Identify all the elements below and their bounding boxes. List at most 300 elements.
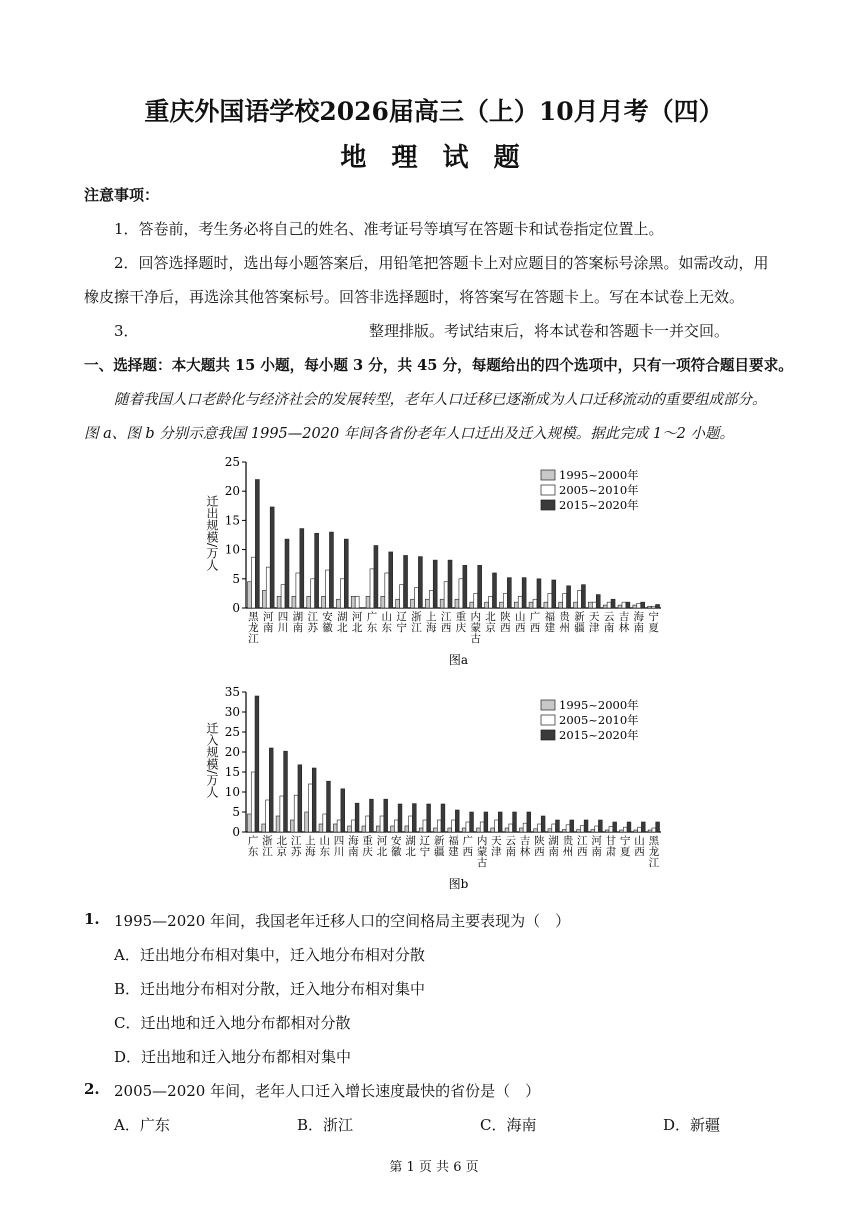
x-tick-char: 山 bbox=[319, 835, 330, 847]
question-1-option-d: D．迁出地和迁入地分布都相对集中 bbox=[114, 1048, 352, 1066]
bar bbox=[455, 810, 459, 832]
section-heading: 一、选择题：本大题共 15 小题，每小题 3 分，共 45 分，每题给出的四个选项中，只有一项符合题目要求。 bbox=[84, 357, 793, 374]
intro-line-2: 图 a、图 b 分别示意我国 1995—2020 年间各省份老年人口迁出及迁入规模。据此完成 1～2 小题。 bbox=[84, 426, 734, 442]
x-tick-label-group bbox=[559, 610, 571, 634]
x-tick-label-group bbox=[305, 834, 316, 858]
legend-label: 1995~2000年 bbox=[559, 698, 639, 712]
bar bbox=[578, 590, 582, 608]
x-tick-char: 四 bbox=[277, 611, 289, 623]
question-2-option-c: C．海南 bbox=[480, 1116, 537, 1134]
x-tick-char: 京 bbox=[276, 846, 288, 858]
notice-item-3-text: 整理排版。考试结束后，将本试卷和答题卡一并交回。 bbox=[369, 322, 730, 340]
exam-title: 重庆外国语学校2026届高三（上）10月月考（四） bbox=[144, 97, 724, 126]
x-tick-label-group bbox=[248, 611, 259, 645]
x-tick-char: 江 bbox=[307, 611, 318, 623]
y-tick-label: 15 bbox=[224, 765, 240, 779]
y-axis-title: 迁入规模/万人 bbox=[205, 722, 219, 799]
x-tick-char: 北 bbox=[276, 835, 288, 847]
x-tick-label-group bbox=[248, 834, 259, 858]
x-tick-label-group bbox=[477, 834, 488, 869]
x-tick-char: 海 bbox=[305, 846, 316, 858]
bar bbox=[405, 826, 409, 832]
bar bbox=[638, 827, 642, 832]
y-tick-label: 15 bbox=[224, 513, 240, 528]
x-tick-char: 内 bbox=[470, 611, 481, 623]
x-tick-label-group bbox=[391, 834, 402, 858]
legend-label: 2015~2020年 bbox=[559, 498, 639, 512]
x-tick-label-group bbox=[520, 834, 531, 858]
x-tick-char: 新 bbox=[433, 835, 445, 847]
bar bbox=[548, 829, 552, 832]
bar bbox=[637, 603, 641, 608]
x-tick-char: 山 bbox=[634, 835, 645, 847]
x-tick-char: 宁 bbox=[419, 846, 431, 858]
x-tick-label-group bbox=[334, 835, 345, 858]
bar bbox=[262, 824, 266, 832]
bar bbox=[322, 596, 326, 608]
x-tick-char: 州 bbox=[562, 846, 574, 858]
bar bbox=[276, 816, 280, 832]
x-tick-char: 湖 bbox=[292, 611, 304, 623]
bar bbox=[544, 602, 548, 608]
bar bbox=[277, 596, 281, 608]
x-tick-char: 疆 bbox=[433, 846, 445, 858]
x-tick-char: 北 bbox=[405, 846, 416, 858]
x-tick-char: 南 bbox=[591, 846, 602, 858]
bar bbox=[581, 585, 585, 608]
y-axis-title: 迁出规模/万人 bbox=[205, 495, 219, 572]
bar bbox=[533, 599, 537, 608]
y-tick-label: 10 bbox=[224, 542, 240, 557]
x-tick-char: 庆 bbox=[455, 622, 467, 634]
x-tick-label-group bbox=[463, 834, 474, 858]
bar bbox=[656, 604, 660, 608]
x-tick-char: 福 bbox=[544, 611, 556, 623]
bar bbox=[362, 826, 366, 832]
bar bbox=[513, 812, 517, 832]
bar bbox=[570, 820, 574, 832]
x-tick-char: 上 bbox=[426, 611, 437, 623]
bar bbox=[281, 585, 285, 608]
bar bbox=[444, 582, 448, 608]
x-tick-label-group bbox=[278, 611, 289, 634]
x-tick-label-group bbox=[577, 835, 588, 858]
x-tick-char: 内 bbox=[476, 835, 488, 847]
x-tick-char: 河 bbox=[262, 611, 274, 623]
x-tick-char: 广 bbox=[247, 835, 259, 847]
exam-subject: 地 理 试 题 bbox=[340, 143, 528, 173]
legend-swatch bbox=[541, 700, 555, 710]
bar bbox=[484, 812, 488, 832]
y-tick-label: 25 bbox=[224, 455, 240, 469]
bar bbox=[285, 539, 289, 608]
x-tick-char: 海 bbox=[633, 611, 645, 623]
bar bbox=[248, 582, 252, 608]
bar bbox=[414, 588, 418, 608]
bar bbox=[463, 565, 467, 608]
x-tick-char: 安 bbox=[391, 835, 402, 847]
question-1-stem: 1995—2020 年间，我国老年迁移人口的空间格局主要表现为（ ） bbox=[114, 912, 571, 930]
x-tick-label-group bbox=[530, 610, 541, 634]
bar bbox=[574, 602, 578, 608]
bar bbox=[433, 560, 437, 608]
bar bbox=[396, 599, 400, 608]
bar bbox=[577, 830, 581, 832]
y-tick-label: 20 bbox=[224, 745, 240, 759]
bar bbox=[269, 748, 273, 832]
x-tick-char: 南 bbox=[348, 846, 359, 858]
x-tick-char: 贵 bbox=[559, 611, 570, 623]
x-tick-label-group bbox=[606, 834, 617, 858]
x-tick-char: 重 bbox=[362, 835, 373, 847]
x-tick-char: 东 bbox=[381, 622, 393, 634]
x-tick-label-group bbox=[348, 834, 359, 858]
bar bbox=[641, 602, 645, 608]
x-tick-char: 甘 bbox=[605, 835, 617, 847]
x-tick-char: 江 bbox=[290, 835, 302, 847]
x-tick-label-group bbox=[411, 610, 422, 634]
x-tick-label-group bbox=[505, 835, 516, 858]
bar bbox=[315, 533, 319, 608]
bar bbox=[627, 822, 631, 832]
x-tick-label-group bbox=[362, 834, 373, 858]
question-1-option-a: A．迁出地分布相对集中，迁入地分布相对分散 bbox=[114, 946, 425, 964]
bar bbox=[580, 826, 584, 832]
bar bbox=[319, 824, 323, 832]
x-tick-char: 黑 bbox=[648, 835, 660, 847]
bar bbox=[351, 820, 355, 832]
x-tick-label-group bbox=[491, 835, 502, 858]
bar bbox=[255, 696, 259, 832]
x-tick-char: 西 bbox=[534, 846, 545, 858]
bar bbox=[366, 596, 370, 608]
x-tick-char: 湖 bbox=[405, 835, 416, 847]
bar bbox=[618, 605, 622, 608]
bar bbox=[596, 595, 600, 608]
bar bbox=[552, 824, 556, 832]
bar bbox=[425, 599, 429, 608]
x-tick-char: 黑 bbox=[248, 611, 259, 623]
notice-heading: 注意事项： bbox=[84, 186, 160, 204]
question-1-option-b: B．迁出地分布相对分散，迁入地分布相对集中 bbox=[114, 980, 426, 998]
bar bbox=[548, 593, 552, 608]
bar bbox=[656, 822, 660, 832]
x-tick-label-group bbox=[307, 611, 318, 634]
bar bbox=[248, 814, 252, 832]
x-tick-label-group bbox=[634, 610, 645, 634]
bar bbox=[251, 772, 255, 832]
bar bbox=[441, 804, 445, 832]
bar bbox=[412, 804, 416, 832]
question-2-option-a: A．广东 bbox=[114, 1116, 170, 1134]
x-tick-label-group bbox=[396, 611, 407, 634]
x-tick-label-group bbox=[352, 611, 363, 634]
bar bbox=[385, 573, 389, 608]
x-tick-label-group bbox=[563, 834, 575, 858]
x-tick-label-group bbox=[534, 834, 545, 858]
bar bbox=[485, 602, 489, 608]
x-tick-label-group bbox=[649, 835, 660, 869]
x-tick-label-group bbox=[367, 610, 378, 634]
x-tick-label-group bbox=[277, 835, 288, 858]
legend-label: 2015~2020年 bbox=[559, 728, 639, 742]
x-tick-label-group bbox=[322, 610, 333, 634]
bar bbox=[518, 596, 522, 608]
x-tick-char: 西 bbox=[577, 846, 588, 858]
bar bbox=[491, 828, 495, 832]
x-tick-char: 浙 bbox=[411, 611, 422, 623]
bar bbox=[266, 800, 270, 832]
y-tick-label: 35 bbox=[224, 685, 240, 699]
bar bbox=[329, 532, 333, 608]
notice-item-2-line-1: 2．回答选择题时，选出每小题答案后，用铅笔把答题卡上对应题目的答案标号涂黑。如需改动，用 bbox=[114, 254, 769, 272]
y-tick-label: 30 bbox=[224, 705, 240, 719]
x-tick-label-group bbox=[420, 835, 431, 858]
x-tick-char: 山 bbox=[381, 611, 393, 623]
x-tick-char: 东 bbox=[247, 846, 259, 858]
x-tick-char: 京 bbox=[485, 622, 496, 634]
bar bbox=[652, 828, 656, 832]
x-tick-char: 辽 bbox=[396, 611, 407, 623]
chart-caption: 图a bbox=[448, 653, 469, 667]
x-tick-char: 江 bbox=[248, 633, 259, 645]
bar bbox=[370, 569, 374, 608]
bar bbox=[389, 552, 393, 608]
bar bbox=[529, 602, 533, 608]
bar bbox=[567, 586, 571, 608]
bar bbox=[623, 827, 627, 832]
bar bbox=[652, 606, 656, 608]
x-tick-char: 江 bbox=[262, 846, 273, 858]
bar bbox=[312, 768, 316, 832]
x-tick-char: 南 bbox=[603, 622, 615, 634]
bar bbox=[348, 826, 352, 832]
bar bbox=[333, 824, 337, 832]
x-tick-char: 徽 bbox=[322, 622, 333, 634]
x-tick-char: 古 bbox=[476, 857, 488, 869]
question-1-number: 1. bbox=[84, 910, 100, 928]
bar bbox=[290, 820, 294, 832]
question-1-option-c: C．迁出地和迁入地分布都相对分散 bbox=[114, 1014, 351, 1032]
bar bbox=[598, 820, 602, 832]
bar bbox=[381, 596, 385, 608]
bar bbox=[613, 822, 617, 832]
bar bbox=[541, 816, 545, 832]
bar bbox=[620, 830, 624, 832]
bar bbox=[527, 812, 531, 832]
bar bbox=[499, 602, 503, 608]
bar bbox=[641, 822, 645, 832]
bar bbox=[300, 529, 304, 608]
y-tick-label: 20 bbox=[224, 484, 240, 499]
bar bbox=[478, 565, 482, 608]
x-tick-char: 西 bbox=[440, 622, 452, 634]
x-tick-label-group bbox=[485, 611, 496, 634]
bar bbox=[440, 599, 444, 608]
bar bbox=[262, 590, 266, 608]
x-tick-char: 徽 bbox=[391, 846, 402, 858]
x-tick-char: 陕 bbox=[534, 835, 545, 847]
x-tick-label-group bbox=[619, 610, 630, 634]
x-tick-label-group bbox=[548, 834, 559, 858]
bar bbox=[380, 816, 384, 832]
x-tick-char: 林 bbox=[618, 622, 630, 634]
bar bbox=[562, 830, 566, 832]
x-tick-label-group bbox=[293, 610, 304, 634]
y-tick-label: 5 bbox=[232, 805, 240, 819]
bar bbox=[434, 828, 438, 832]
bar bbox=[603, 605, 607, 608]
x-tick-label-group bbox=[262, 834, 273, 858]
x-tick-label-group bbox=[591, 835, 602, 858]
x-tick-label-group bbox=[291, 835, 302, 858]
bar bbox=[309, 784, 313, 832]
x-tick-label-group bbox=[426, 610, 437, 634]
x-tick-char: 江 bbox=[577, 835, 588, 847]
x-tick-char: 蒙 bbox=[470, 622, 481, 634]
bar bbox=[374, 546, 378, 608]
bar bbox=[480, 822, 484, 832]
x-tick-char: 西 bbox=[462, 846, 474, 858]
x-tick-char: 夏 bbox=[648, 622, 659, 634]
bar bbox=[296, 573, 300, 608]
x-tick-char: 江 bbox=[648, 857, 660, 869]
intro-line-1: 随着我国人口老龄化与经济社会的发展转型，老年人口迁移已逐渐成为人口迁移流动的重要组成部分。 bbox=[114, 392, 767, 408]
bar bbox=[370, 799, 374, 832]
x-tick-label-group bbox=[405, 834, 416, 858]
bar bbox=[376, 826, 380, 832]
question-2-number: 2. bbox=[84, 1080, 100, 1098]
bar bbox=[400, 585, 404, 608]
bar bbox=[326, 570, 330, 608]
page-footer: 第 1 页 共 6 页 bbox=[389, 1160, 479, 1175]
x-tick-char: 福 bbox=[448, 835, 459, 847]
x-tick-char: 西 bbox=[529, 622, 541, 634]
x-tick-label-group bbox=[434, 835, 445, 858]
bar bbox=[292, 596, 296, 608]
bar bbox=[556, 820, 560, 832]
bar bbox=[311, 579, 315, 608]
bar bbox=[305, 812, 309, 832]
bar bbox=[337, 820, 341, 832]
x-tick-char: 云 bbox=[505, 835, 516, 847]
bar bbox=[626, 602, 630, 608]
x-tick-label-group bbox=[456, 610, 467, 634]
bar bbox=[470, 602, 474, 608]
x-tick-label-group bbox=[382, 610, 393, 634]
x-tick-char: 东 bbox=[366, 622, 378, 634]
bar bbox=[633, 605, 637, 608]
x-tick-label-group bbox=[377, 835, 388, 858]
bar bbox=[462, 828, 466, 832]
x-tick-char: 贵 bbox=[562, 835, 574, 847]
x-tick-char: 西 bbox=[514, 622, 526, 634]
bar bbox=[298, 765, 302, 832]
x-tick-char: 建 bbox=[448, 846, 459, 858]
x-tick-label-group bbox=[319, 834, 330, 858]
bar bbox=[294, 795, 298, 832]
bar bbox=[255, 480, 259, 608]
bar bbox=[566, 825, 570, 832]
bar bbox=[270, 507, 274, 608]
bar bbox=[452, 820, 456, 832]
x-tick-char: 南 bbox=[548, 846, 559, 858]
bar bbox=[534, 829, 538, 832]
bar bbox=[336, 599, 340, 608]
question-2-option-b: B．浙江 bbox=[297, 1116, 354, 1134]
x-tick-char: 江 bbox=[411, 622, 422, 634]
x-tick-char: 陕 bbox=[500, 611, 511, 623]
x-tick-char: 广 bbox=[366, 611, 378, 623]
bar bbox=[522, 578, 526, 608]
bar bbox=[418, 557, 422, 608]
bar bbox=[448, 828, 452, 832]
bar bbox=[340, 579, 344, 608]
x-tick-char: 东 bbox=[319, 846, 330, 858]
x-tick-label-group bbox=[589, 611, 600, 634]
bar bbox=[411, 599, 415, 608]
bar bbox=[251, 557, 255, 608]
x-tick-char: 浙 bbox=[262, 835, 273, 847]
emigration-bar-chart bbox=[200, 452, 670, 670]
x-tick-char: 湖 bbox=[548, 835, 559, 847]
bar bbox=[437, 820, 441, 832]
x-tick-char: 湖 bbox=[337, 611, 348, 623]
bar bbox=[489, 596, 493, 608]
bar bbox=[514, 602, 518, 608]
bar bbox=[476, 828, 480, 832]
y-tick-label: 10 bbox=[224, 785, 240, 799]
bar bbox=[591, 830, 595, 832]
x-tick-label-group bbox=[500, 610, 511, 634]
x-tick-char: 庆 bbox=[362, 846, 373, 858]
x-tick-char: 南 bbox=[633, 622, 645, 634]
x-tick-char: 广 bbox=[529, 611, 541, 623]
x-tick-char: 北 bbox=[376, 846, 388, 858]
notice-item-3-number: 3． bbox=[114, 322, 139, 340]
x-tick-char: 宁 bbox=[396, 622, 407, 634]
bar bbox=[493, 573, 497, 608]
x-tick-char: 宁 bbox=[648, 611, 659, 623]
bar bbox=[423, 820, 427, 832]
x-tick-char: 龙 bbox=[248, 622, 259, 634]
bar bbox=[384, 799, 388, 832]
x-tick-char: 西 bbox=[500, 622, 511, 634]
x-tick-char: 吉 bbox=[519, 835, 531, 847]
x-tick-char: 蒙 bbox=[476, 846, 488, 858]
question-2-option-d: D．新疆 bbox=[663, 1116, 721, 1134]
x-tick-char: 龙 bbox=[648, 846, 660, 858]
bar bbox=[537, 824, 541, 832]
x-tick-char: 肃 bbox=[605, 846, 617, 858]
bar bbox=[503, 593, 507, 608]
bar bbox=[495, 820, 499, 832]
bar bbox=[466, 822, 470, 832]
x-tick-char: 建 bbox=[544, 622, 556, 634]
bar bbox=[552, 580, 556, 608]
bar bbox=[474, 593, 478, 608]
bar bbox=[266, 567, 270, 608]
bar bbox=[351, 596, 355, 608]
bar bbox=[584, 820, 588, 832]
bar bbox=[605, 830, 609, 832]
x-tick-label-group bbox=[470, 610, 481, 645]
x-tick-char: 上 bbox=[305, 835, 316, 847]
x-tick-char: 四 bbox=[333, 835, 345, 847]
x-tick-label-group bbox=[337, 610, 348, 634]
x-tick-char: 古 bbox=[470, 633, 481, 645]
x-tick-char: 吉 bbox=[618, 611, 630, 623]
